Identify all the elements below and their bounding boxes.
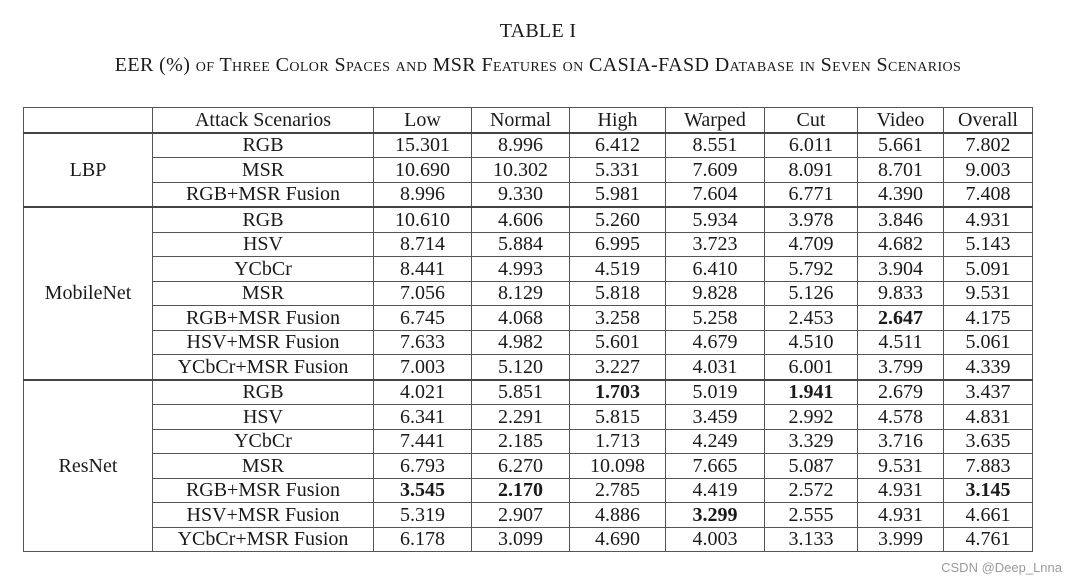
feature-cell: HSV+MSR Fusion	[153, 330, 374, 355]
value-cell: 7.003	[374, 355, 472, 380]
value-cell: 4.031	[666, 355, 765, 380]
value-cell: 4.931	[858, 503, 944, 528]
value-cell: 4.690	[570, 527, 666, 552]
value-cell: 4.886	[570, 503, 666, 528]
value-cell: 5.126	[765, 281, 858, 306]
table-row	[24, 133, 1033, 158]
value-cell: 1.713	[570, 429, 666, 454]
table-row	[24, 281, 1033, 306]
value-cell: 10.302	[472, 158, 570, 183]
value-cell-best: 1.941	[765, 380, 858, 405]
value-cell: 8.091	[765, 158, 858, 183]
value-cell: 5.258	[666, 306, 765, 331]
value-cell: 7.056	[374, 281, 472, 306]
feature-cell: RGB	[153, 207, 374, 232]
value-cell: 4.419	[666, 478, 765, 503]
watermark: CSDN @Deep_Lnna	[941, 560, 1062, 575]
value-cell: 7.609	[666, 158, 765, 183]
value-cell: 5.120	[472, 355, 570, 380]
value-cell: 5.934	[666, 207, 765, 232]
value-cell: 4.931	[858, 478, 944, 503]
feature-cell: MSR	[153, 281, 374, 306]
value-cell: 5.851	[472, 380, 570, 405]
value-cell: 4.510	[765, 330, 858, 355]
feature-cell: RGB+MSR Fusion	[153, 478, 374, 503]
group-label-lbp: LBP	[24, 133, 153, 208]
value-cell: 6.771	[765, 182, 858, 207]
value-cell: 4.606	[472, 207, 570, 232]
feature-cell: YCbCr	[153, 257, 374, 282]
value-cell: 5.331	[570, 158, 666, 183]
value-cell: 3.716	[858, 429, 944, 454]
feature-cell: YCbCr+MSR Fusion	[153, 527, 374, 552]
table-row	[24, 257, 1033, 282]
value-cell: 4.761	[944, 527, 1033, 552]
value-cell: 2.785	[570, 478, 666, 503]
value-cell-best: 1.703	[570, 380, 666, 405]
value-cell-best: 3.545	[374, 478, 472, 503]
value-cell: 4.003	[666, 527, 765, 552]
header-normal: Normal	[472, 108, 570, 133]
value-cell-best: 2.170	[472, 478, 570, 503]
table-row	[24, 380, 1033, 405]
value-cell: 10.610	[374, 207, 472, 232]
value-cell: 3.329	[765, 429, 858, 454]
value-cell: 4.339	[944, 355, 1033, 380]
value-cell: 5.319	[374, 503, 472, 528]
value-cell: 7.802	[944, 133, 1033, 158]
header-warped: Warped	[666, 108, 765, 133]
value-cell: 2.555	[765, 503, 858, 528]
feature-cell: HSV+MSR Fusion	[153, 503, 374, 528]
value-cell: 10.690	[374, 158, 472, 183]
value-cell: 5.087	[765, 454, 858, 479]
table-label: TABLE I	[499, 20, 577, 42]
value-cell: 2.679	[858, 380, 944, 405]
value-cell: 6.995	[570, 232, 666, 257]
value-cell: 2.291	[472, 405, 570, 430]
value-cell: 2.572	[765, 478, 858, 503]
value-cell: 3.635	[944, 429, 1033, 454]
value-cell: 4.679	[666, 330, 765, 355]
feature-cell: HSV	[153, 232, 374, 257]
value-cell: 8.701	[858, 158, 944, 183]
header-cut: Cut	[765, 108, 858, 133]
value-cell: 9.003	[944, 158, 1033, 183]
value-cell: 4.390	[858, 182, 944, 207]
value-cell: 4.068	[472, 306, 570, 331]
header-row	[24, 108, 1033, 133]
group-label-resnet: ResNet	[24, 380, 153, 552]
table-row	[24, 306, 1033, 331]
value-cell: 6.341	[374, 405, 472, 430]
value-cell: 6.011	[765, 133, 858, 158]
value-cell: 4.982	[472, 330, 570, 355]
value-cell: 8.441	[374, 257, 472, 282]
value-cell: 5.981	[570, 182, 666, 207]
value-cell: 3.723	[666, 232, 765, 257]
value-cell: 8.551	[666, 133, 765, 158]
value-cell: 4.249	[666, 429, 765, 454]
table-row	[24, 232, 1033, 257]
header-attack-scenarios: Attack Scenarios	[153, 108, 374, 133]
value-cell: 6.178	[374, 527, 472, 552]
value-cell: 5.792	[765, 257, 858, 282]
value-cell: 4.175	[944, 306, 1033, 331]
value-cell: 5.818	[570, 281, 666, 306]
feature-cell: RGB+MSR Fusion	[153, 182, 374, 207]
table-row	[24, 207, 1033, 232]
value-cell: 2.992	[765, 405, 858, 430]
header-overall: Overall	[944, 108, 1033, 133]
value-cell: 2.907	[472, 503, 570, 528]
table-row	[24, 503, 1033, 528]
value-cell: 7.665	[666, 454, 765, 479]
value-cell: 5.061	[944, 330, 1033, 355]
value-cell: 5.260	[570, 207, 666, 232]
value-cell: 8.129	[472, 281, 570, 306]
value-cell: 5.661	[858, 133, 944, 158]
group-label-mobilenet: MobileNet	[24, 207, 153, 380]
value-cell: 4.682	[858, 232, 944, 257]
value-cell: 7.408	[944, 182, 1033, 207]
value-cell: 9.833	[858, 281, 944, 306]
value-cell: 5.601	[570, 330, 666, 355]
value-cell: 9.828	[666, 281, 765, 306]
value-cell: 4.519	[570, 257, 666, 282]
table-row	[24, 454, 1033, 479]
feature-cell: RGB+MSR Fusion	[153, 306, 374, 331]
value-cell: 5.815	[570, 405, 666, 430]
value-cell: 6.793	[374, 454, 472, 479]
value-cell: 2.453	[765, 306, 858, 331]
table-row	[24, 429, 1033, 454]
value-cell: 6.745	[374, 306, 472, 331]
value-cell: 9.531	[858, 454, 944, 479]
value-cell: 4.511	[858, 330, 944, 355]
table-row	[24, 158, 1033, 183]
header-video: Video	[858, 108, 944, 133]
value-cell: 9.330	[472, 182, 570, 207]
table-caption: EER (%) of Three Color Spaces and MSR Features on CASIA-FASD Database in Seven Scenarios	[114, 54, 962, 76]
feature-cell: MSR	[153, 454, 374, 479]
value-cell: 6.001	[765, 355, 858, 380]
value-cell: 5.091	[944, 257, 1033, 282]
value-cell: 3.437	[944, 380, 1033, 405]
value-cell: 7.883	[944, 454, 1033, 479]
feature-cell: RGB	[153, 380, 374, 405]
table-row	[24, 182, 1033, 207]
value-cell: 7.604	[666, 182, 765, 207]
value-cell: 4.831	[944, 405, 1033, 430]
feature-cell: HSV	[153, 405, 374, 430]
value-cell-best: 3.145	[944, 478, 1033, 503]
value-cell: 3.099	[472, 527, 570, 552]
value-cell-best: 2.647	[858, 306, 944, 331]
value-cell: 6.410	[666, 257, 765, 282]
value-cell-best: 3.299	[666, 503, 765, 528]
value-cell: 3.904	[858, 257, 944, 282]
value-cell: 3.133	[765, 527, 858, 552]
table-row	[24, 478, 1033, 503]
feature-cell: YCbCr+MSR Fusion	[153, 355, 374, 380]
value-cell: 3.227	[570, 355, 666, 380]
value-cell: 2.185	[472, 429, 570, 454]
header-corner-cell	[24, 108, 153, 133]
value-cell: 10.098	[570, 454, 666, 479]
value-cell: 4.709	[765, 232, 858, 257]
value-cell: 4.021	[374, 380, 472, 405]
value-cell: 5.143	[944, 232, 1033, 257]
header-high: High	[570, 108, 666, 133]
value-cell: 8.714	[374, 232, 472, 257]
feature-cell: RGB	[153, 133, 374, 158]
value-cell: 3.459	[666, 405, 765, 430]
value-cell: 4.661	[944, 503, 1033, 528]
value-cell: 7.441	[374, 429, 472, 454]
value-cell: 3.799	[858, 355, 944, 380]
value-cell: 9.531	[944, 281, 1033, 306]
table-body	[24, 133, 1033, 552]
value-cell: 4.931	[944, 207, 1033, 232]
feature-cell: YCbCr	[153, 429, 374, 454]
feature-cell: MSR	[153, 158, 374, 183]
value-cell: 3.258	[570, 306, 666, 331]
value-cell: 5.019	[666, 380, 765, 405]
value-cell: 3.999	[858, 527, 944, 552]
value-cell: 3.846	[858, 207, 944, 232]
table-row	[24, 405, 1033, 430]
value-cell: 5.884	[472, 232, 570, 257]
value-cell: 6.412	[570, 133, 666, 158]
results-table	[23, 107, 1033, 552]
value-cell: 6.270	[472, 454, 570, 479]
header-low: Low	[374, 108, 472, 133]
table-row	[24, 330, 1033, 355]
value-cell: 8.996	[472, 133, 570, 158]
table-row	[24, 355, 1033, 380]
value-cell: 8.996	[374, 182, 472, 207]
table-row	[24, 527, 1033, 552]
value-cell: 15.301	[374, 133, 472, 158]
value-cell: 4.578	[858, 405, 944, 430]
value-cell: 7.633	[374, 330, 472, 355]
value-cell: 3.978	[765, 207, 858, 232]
value-cell: 4.993	[472, 257, 570, 282]
